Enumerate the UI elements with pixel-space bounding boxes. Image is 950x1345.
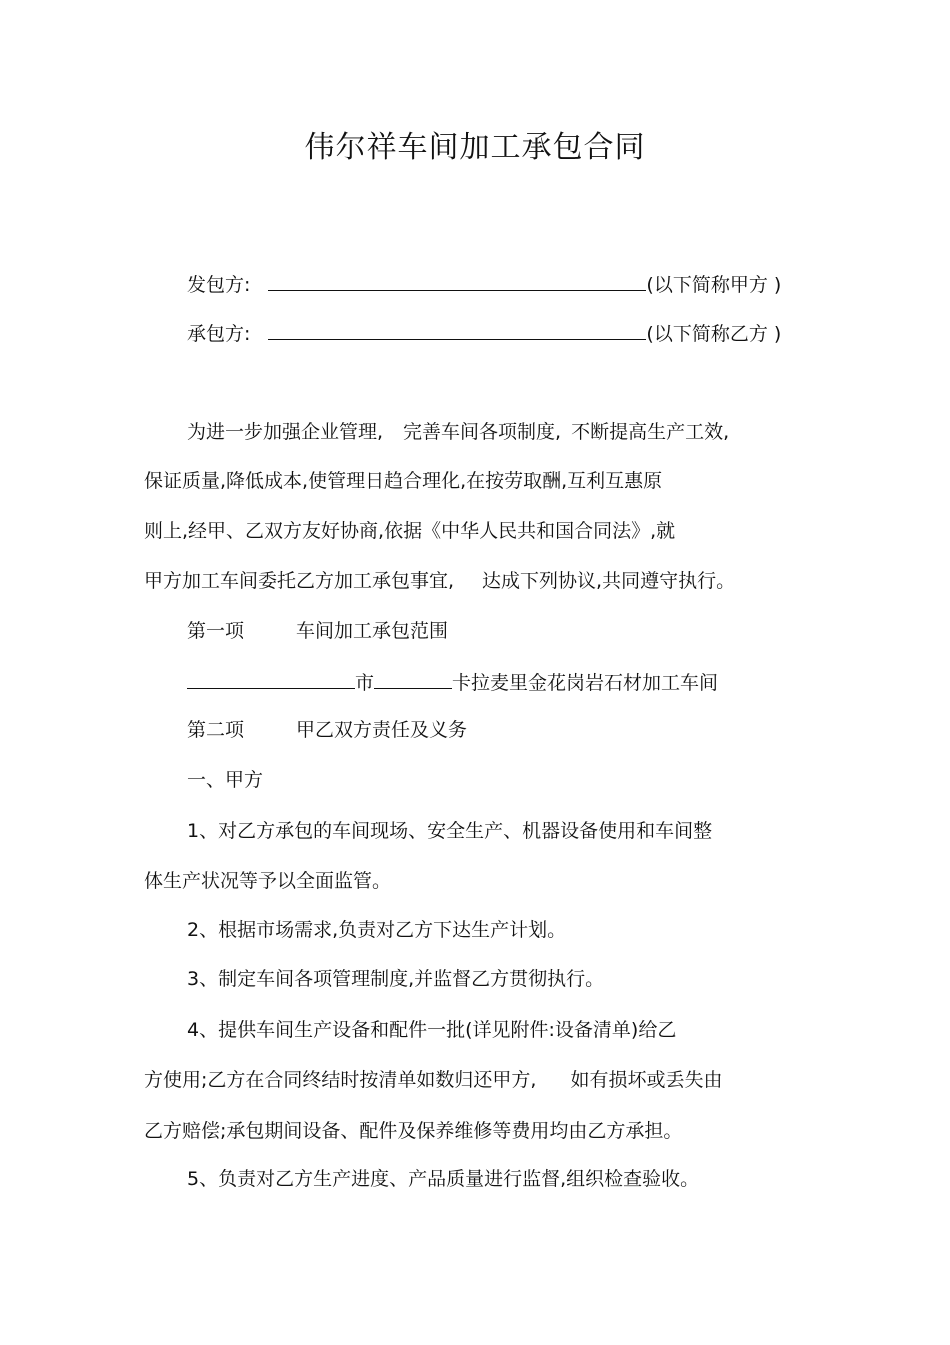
partyA-heading: 一、甲方 — [187, 769, 264, 791]
workshop-name: 卡拉麦里金花岗岩石材加工车间 — [452, 672, 719, 694]
document-title: 伟尔祥车间加工承包合同 — [304, 130, 646, 165]
preamble-line-2: 保证质量,降低成本,使管理日趋合理化,在按劳取酬,互利互惠原 — [144, 470, 663, 492]
item1-heading — [187, 619, 448, 643]
preamble-text: 不断提高生产工效, — [571, 421, 730, 443]
contractor-line — [187, 319, 781, 346]
item1-scope-line — [187, 668, 718, 695]
preamble-line-1 — [187, 420, 729, 444]
preamble-line-4 — [144, 569, 735, 593]
preamble-line-3: 则上,经甲、乙双方友好协商,依据《中华人民共和国合同法》,就 — [144, 520, 676, 542]
clause-text: 方使用;乙方在合同终结时按清单如数归还甲方, — [144, 1069, 537, 1091]
clause-5: 5、负责对乙方生产进度、产品质量进行监督,组织检查验收。 — [187, 1168, 700, 1190]
contractor-label: 承包方: — [187, 323, 251, 345]
item1-label: 第一项 — [187, 620, 245, 642]
employer-line — [187, 270, 781, 297]
city-label: 市 — [355, 672, 375, 694]
preamble-text: 达成下列协议,共同遵守执行。 — [482, 570, 736, 592]
clause-1-line-2: 体生产状况等予以全面监管。 — [144, 870, 392, 892]
item2-heading — [187, 718, 467, 742]
item1-title: 车间加工承包范围 — [296, 620, 449, 642]
contractor-blank — [268, 319, 646, 340]
item2-label: 第二项 — [187, 719, 245, 741]
clause-4-line-2 — [144, 1068, 722, 1092]
clause-4-line-3: 乙方赔偿;承包期间设备、配件及保养维修等费用均由乙方承担。 — [144, 1120, 683, 1142]
employer-suffix: (以下简称甲方 ) — [646, 274, 782, 296]
clause-3: 3、制定车间各项管理制度,并监督乙方贯彻执行。 — [187, 968, 605, 990]
employer-blank — [268, 270, 646, 291]
item2-title: 甲乙双方责任及义务 — [296, 719, 468, 741]
employer-label: 发包方: — [187, 274, 251, 296]
clause-text: 如有损坏或丢失由 — [570, 1069, 723, 1091]
preamble-text: 甲方加工车间委托乙方加工承包事宜, — [144, 570, 455, 592]
preamble-text: 为进一步加强企业管理, — [187, 421, 384, 443]
city-blank — [187, 668, 355, 689]
contractor-suffix: (以下简称乙方 ) — [646, 323, 782, 345]
clause-1-line-1: 1、对乙方承包的车间现场、安全生产、机器设备使用和车间整 — [187, 820, 713, 842]
clause-2: 2、根据市场需求,负责对乙方下达生产计划。 — [187, 919, 567, 941]
clause-4-line-1: 4、提供车间生产设备和配件一批(详见附件:设备清单)给乙 — [187, 1019, 677, 1041]
preamble-text: 完善车间各项制度, — [403, 421, 562, 443]
district-blank — [374, 668, 452, 689]
